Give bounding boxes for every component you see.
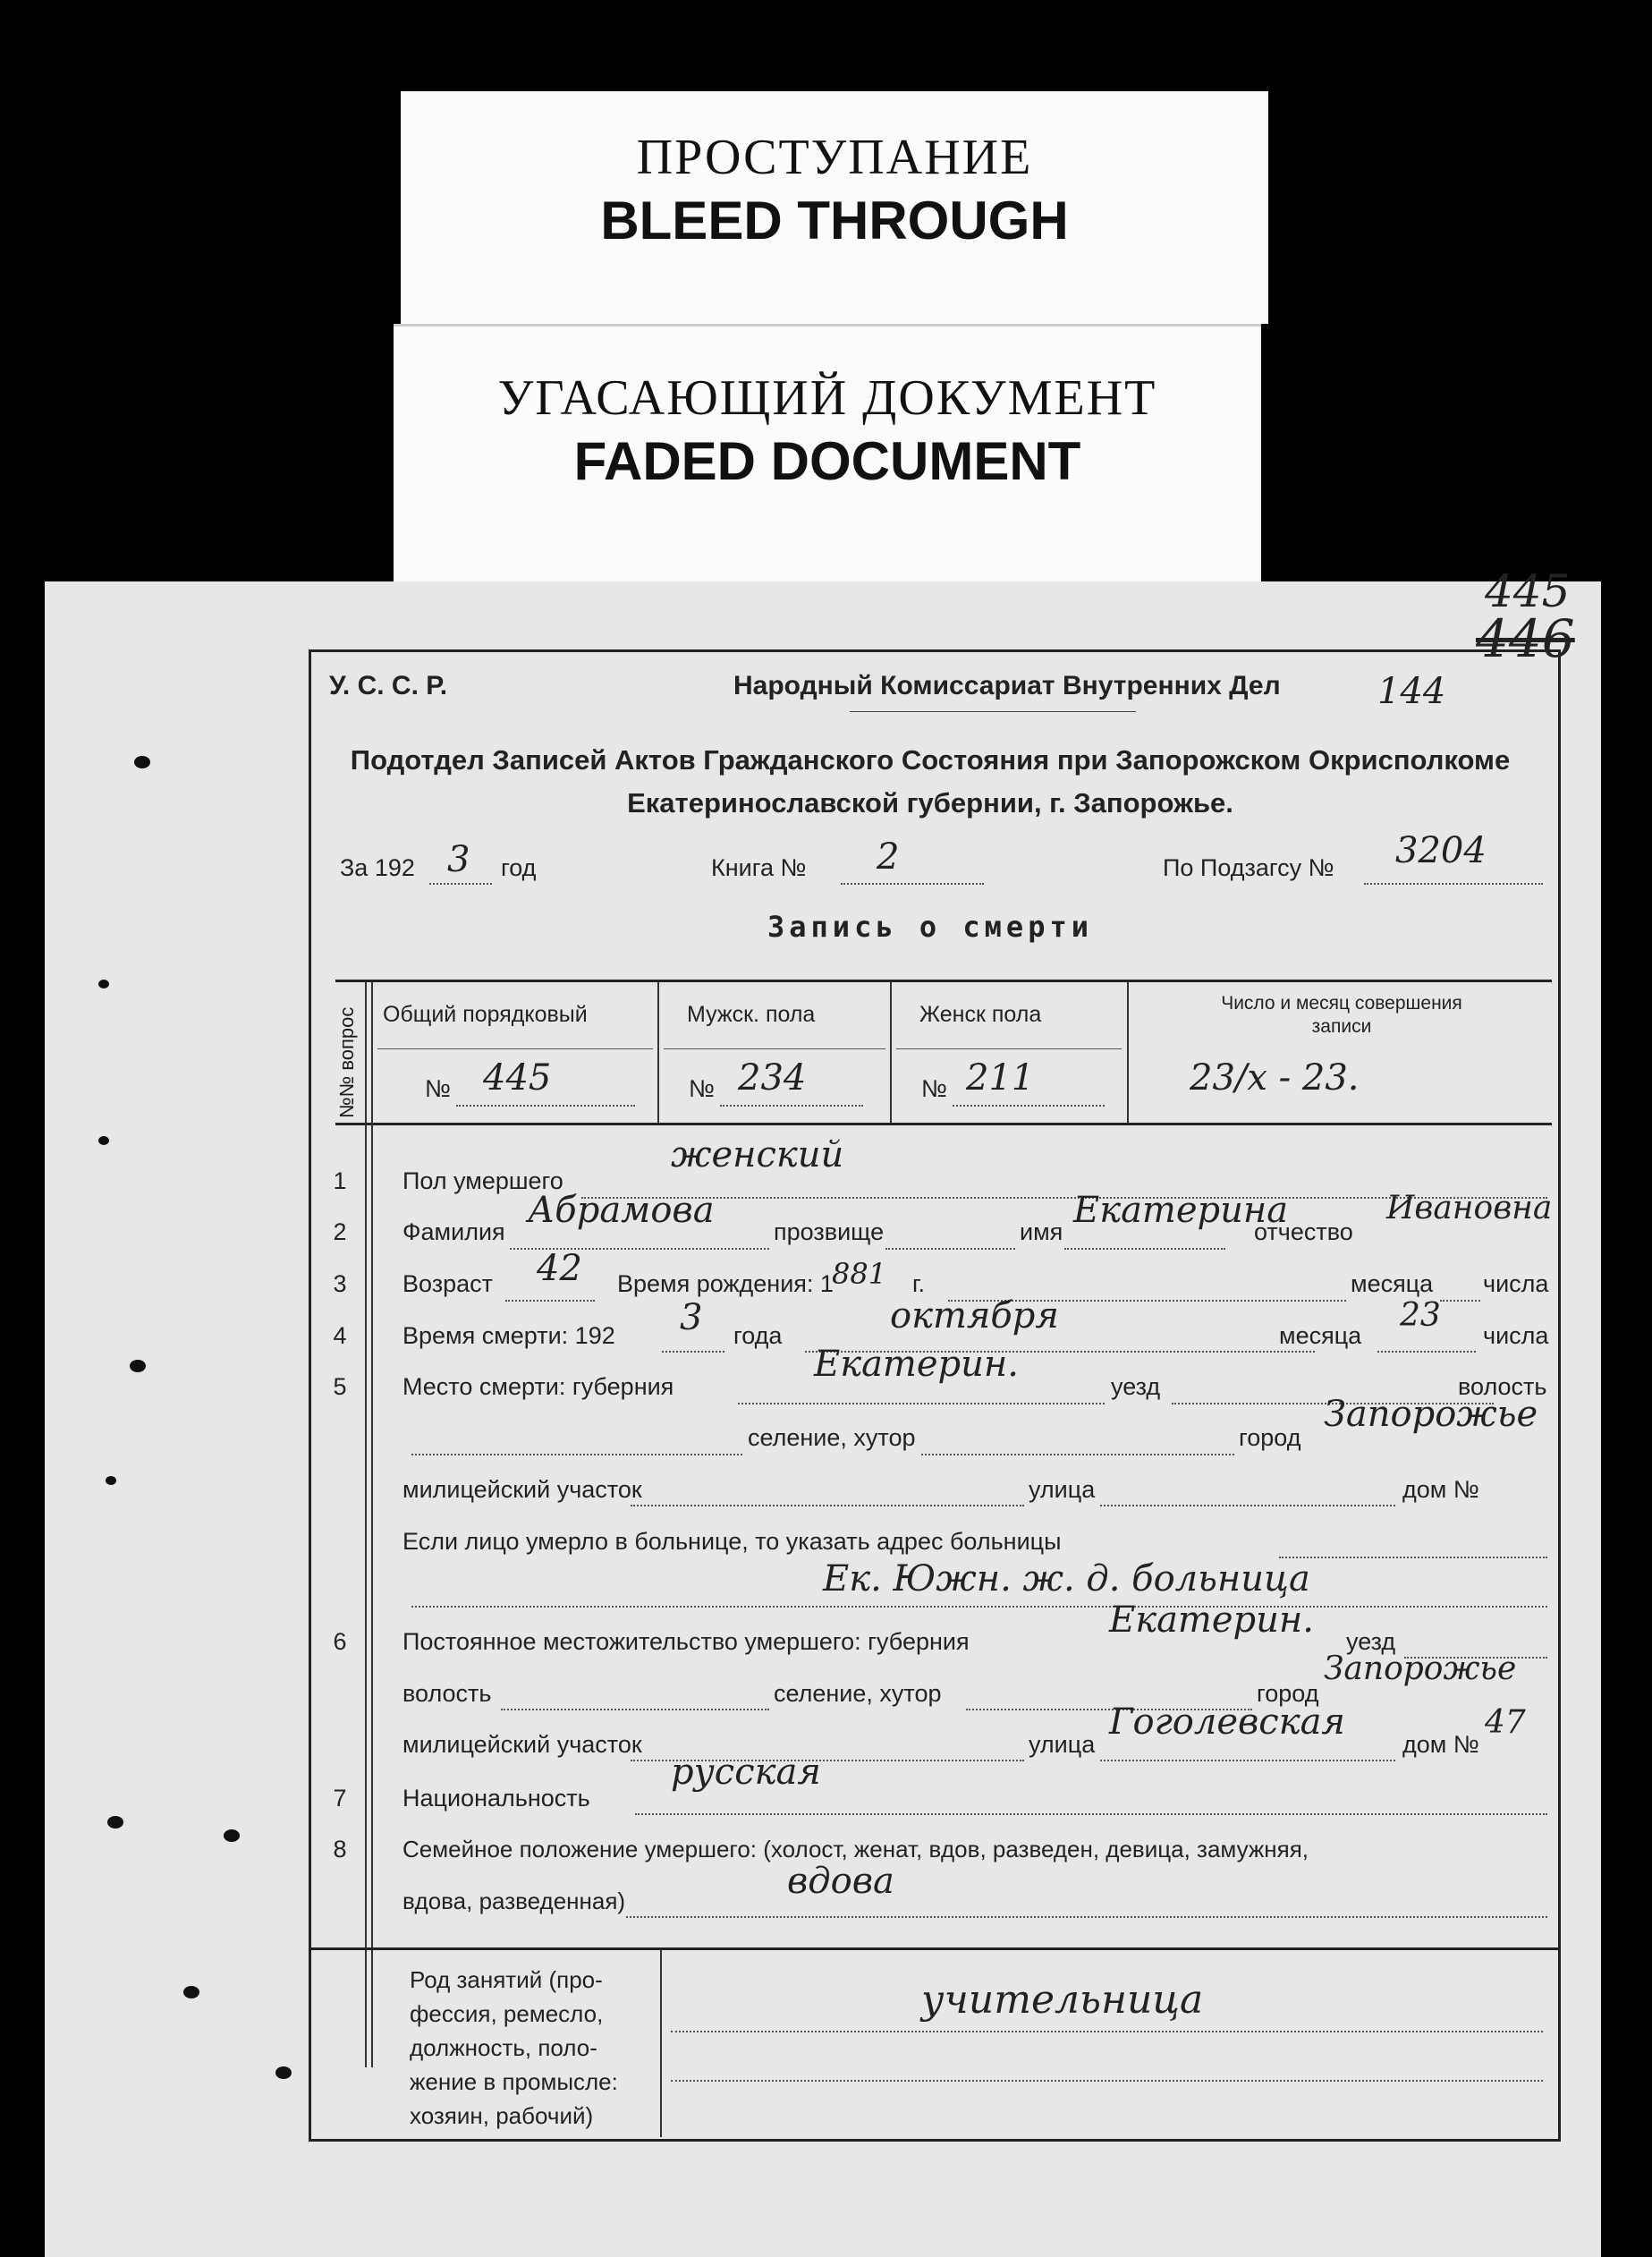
corner-number: 445 bbox=[1485, 565, 1571, 617]
hospital-line bbox=[1279, 1557, 1547, 1558]
corner-number-crossed: 446 bbox=[1476, 608, 1575, 669]
col-female-value: 211 bbox=[966, 1057, 1035, 1099]
table-col-divider bbox=[371, 981, 373, 2067]
occupation-label-5: хозяин, рабочий) bbox=[410, 2102, 594, 2129]
punch-hole bbox=[183, 1986, 199, 1998]
col-male-header: Мужск. пола bbox=[687, 1002, 816, 1027]
ministry-underline bbox=[850, 711, 1136, 712]
residence-house-value: 47 bbox=[1485, 1704, 1526, 1741]
bleed-through-ru: ПРОСТУПАНИЕ bbox=[636, 130, 1033, 185]
faded-document-en: FADED DOCUMENT bbox=[573, 431, 1081, 491]
family-value: вдова bbox=[787, 1861, 894, 1902]
residence-street-value: Гоголевская bbox=[1109, 1701, 1345, 1743]
birth-value: 881 bbox=[832, 1257, 887, 1291]
col-total-no: № bbox=[425, 1075, 451, 1102]
police-label: милицейский участок bbox=[402, 1476, 642, 1503]
residence-street-line bbox=[1100, 1760, 1395, 1761]
col-total-line bbox=[456, 1105, 635, 1107]
row-number: 6 bbox=[333, 1628, 347, 1655]
occupation-label-4: жение в промысле: bbox=[410, 2068, 618, 2095]
residence-police-label: милицейский участок bbox=[402, 1731, 642, 1758]
row-number: 7 bbox=[333, 1785, 347, 1812]
col-male-value: 234 bbox=[738, 1057, 807, 1099]
patronymic-value: Ивановна bbox=[1386, 1190, 1553, 1226]
residence-house-label: дом № bbox=[1402, 1731, 1479, 1758]
punch-hole bbox=[224, 1829, 240, 1842]
surname-value: Абрамова bbox=[528, 1190, 715, 1231]
col-female-header: Женск пола bbox=[919, 1002, 1042, 1027]
dept-line-1: Подотдел Записей Актов Гражданского Состояния при Запорожском Окрисполкоме bbox=[350, 744, 1511, 776]
death-year-suffix: года bbox=[733, 1322, 783, 1349]
death-day-value: 23 bbox=[1400, 1297, 1441, 1334]
occupation-label-2: фессия, ремесло, bbox=[410, 2000, 604, 2027]
sex-value: женский bbox=[671, 1134, 844, 1175]
residence-gub-value: Екатерин. bbox=[1109, 1599, 1314, 1641]
year-value: 3 bbox=[447, 839, 470, 880]
residence-uezd-label: уезд bbox=[1346, 1628, 1396, 1655]
faded-document-notice bbox=[394, 324, 1261, 583]
nationality-value: русская bbox=[671, 1752, 821, 1793]
head-sub-line bbox=[377, 1048, 653, 1049]
nationality-line bbox=[635, 1813, 1547, 1815]
house-label: дом № bbox=[1402, 1476, 1479, 1503]
document-title: Запись о смерти bbox=[767, 910, 1093, 944]
col-date-header-1: Число и месяц совершения bbox=[1221, 993, 1462, 1014]
village-line bbox=[921, 1454, 1234, 1455]
punch-hole bbox=[275, 2066, 292, 2079]
punch-hole bbox=[106, 1476, 116, 1485]
age-value: 42 bbox=[537, 1248, 582, 1289]
col-male-line bbox=[720, 1105, 863, 1107]
table-col-divider bbox=[1127, 981, 1129, 1123]
death-day-label: числа bbox=[1483, 1322, 1549, 1349]
uezd-label: уезд bbox=[1111, 1373, 1161, 1400]
row-number: 3 bbox=[333, 1270, 347, 1297]
family-label: Семейное положение умершего: (холост, женат, вдов, разведен, девица, замужняя, bbox=[402, 1836, 1309, 1862]
subzags-line bbox=[1364, 883, 1543, 885]
death-year-line bbox=[662, 1351, 724, 1353]
name-value: Екатерина bbox=[1073, 1190, 1289, 1231]
col-male-no: № bbox=[689, 1075, 715, 1102]
faded-document-ru: УГАСАЮЩИЙ ДОКУМЕНТ bbox=[497, 370, 1157, 426]
bleed-through-notice bbox=[401, 91, 1268, 324]
corner-number-small: 144 bbox=[1377, 671, 1446, 712]
table-head-bottom-line bbox=[335, 1123, 1552, 1125]
bleed-through-en: BLEED THROUGH bbox=[600, 191, 1069, 250]
nationality-label: Национальность bbox=[402, 1785, 590, 1812]
table-col-divider bbox=[657, 981, 659, 1123]
name-label: имя bbox=[1020, 1218, 1063, 1245]
police-line bbox=[631, 1505, 1024, 1506]
death-label: Время смерти: 192 bbox=[402, 1322, 615, 1349]
punch-hole bbox=[98, 1136, 109, 1145]
occupation-top-line bbox=[310, 1947, 1559, 1950]
birth-year-suffix: г. bbox=[912, 1270, 926, 1297]
row-number: 8 bbox=[333, 1836, 347, 1862]
hospital-line-2 bbox=[411, 1606, 1547, 1608]
row-number: 5 bbox=[333, 1373, 347, 1400]
occupation-label-1: Род занятий (про- bbox=[410, 1966, 603, 1993]
nickname-label: прозвище bbox=[774, 1218, 885, 1245]
birth-label: Время рождения: 1 bbox=[617, 1270, 834, 1297]
hospital-value: Ек. Южн. ж. д. больница bbox=[823, 1558, 1310, 1599]
row-number: 4 bbox=[333, 1322, 347, 1349]
occupation-divider bbox=[660, 1949, 662, 2137]
row-number: 1 bbox=[333, 1167, 347, 1194]
volost-line bbox=[411, 1454, 742, 1455]
occupation-value: учительница bbox=[921, 1977, 1204, 2023]
family-line bbox=[626, 1916, 1547, 1918]
ussr-label: У. С. С. Р. bbox=[329, 671, 448, 700]
book-value: 2 bbox=[877, 836, 900, 878]
residence-label: Постоянное местожительство умершего: губерния bbox=[402, 1628, 970, 1655]
volost-label: волость bbox=[1458, 1373, 1547, 1400]
head-sub-line bbox=[896, 1048, 1122, 1049]
death-day-line bbox=[1377, 1351, 1476, 1353]
table-col-divider bbox=[890, 981, 892, 1123]
subzags-label: По Подзагсу № bbox=[1163, 854, 1334, 881]
street-label: улица bbox=[1029, 1476, 1096, 1503]
family-label-2: вдова, разведенная) bbox=[402, 1888, 626, 1914]
dept-line-2: Екатеринославской губернии, г. Запорожье. bbox=[627, 787, 1233, 819]
table-top-line bbox=[335, 980, 1552, 982]
residence-volost-label: волость bbox=[402, 1680, 492, 1707]
sex-label: Пол умершего bbox=[402, 1167, 563, 1194]
residence-street-label: улица bbox=[1029, 1731, 1096, 1758]
age-line bbox=[505, 1300, 595, 1302]
col-female-no: № bbox=[921, 1075, 947, 1102]
birth-day-line bbox=[1440, 1300, 1480, 1302]
death-month-value: октября bbox=[890, 1295, 1059, 1336]
birth-day-label: числа bbox=[1483, 1270, 1549, 1297]
hospital-label: Если лицо умерло в больнице, то указать адрес больницы bbox=[402, 1528, 1062, 1555]
document-page bbox=[45, 565, 1601, 2257]
year-suffix: год bbox=[501, 854, 537, 881]
death-year-value: 3 bbox=[680, 1297, 703, 1338]
col-total-value: 445 bbox=[483, 1057, 552, 1099]
col-female-line bbox=[953, 1105, 1105, 1107]
age-label: Возраст bbox=[402, 1270, 493, 1297]
book-line bbox=[841, 883, 984, 885]
table-col-divider bbox=[365, 981, 367, 2067]
year-label: За 192 bbox=[340, 854, 415, 881]
patronymic-label: отчество bbox=[1254, 1218, 1353, 1245]
street-line bbox=[1100, 1505, 1395, 1506]
year-line bbox=[429, 883, 492, 885]
punch-hole bbox=[130, 1360, 146, 1372]
birth-month-label: месяца bbox=[1351, 1270, 1434, 1297]
occupation-line-2 bbox=[671, 2080, 1543, 2082]
subzags-value: 3204 bbox=[1395, 830, 1487, 871]
city-value: Запорожье bbox=[1324, 1394, 1538, 1435]
punch-hole bbox=[107, 1816, 123, 1829]
place-label: Место смерти: губерния bbox=[402, 1373, 674, 1400]
punch-hole bbox=[98, 980, 109, 988]
residence-city-value: Запорожье bbox=[1324, 1650, 1517, 1687]
place-gub-value: Екатерин. bbox=[814, 1344, 1019, 1385]
residence-village-label: селение, хутор bbox=[774, 1680, 942, 1707]
ministry-title: Народный Комиссариат Внутренних Дел bbox=[733, 671, 1281, 700]
punch-hole bbox=[134, 756, 150, 768]
residence-volost-line bbox=[501, 1709, 769, 1710]
head-sub-line bbox=[664, 1048, 885, 1049]
col-date-value: 23/х - 23. bbox=[1190, 1057, 1360, 1099]
col-total-header: Общий порядковый bbox=[383, 1002, 588, 1027]
surname-label: Фамилия bbox=[402, 1218, 505, 1245]
col-date-header-2: записи bbox=[1311, 1016, 1372, 1037]
question-number-header: №№ вопрос bbox=[335, 1006, 358, 1118]
city-label: город bbox=[1239, 1424, 1301, 1451]
death-month-label: месяца bbox=[1279, 1322, 1362, 1349]
occupation-label-3: должность, поло- bbox=[410, 2034, 597, 2061]
name-line bbox=[1064, 1248, 1225, 1250]
book-label: Книга № bbox=[711, 854, 807, 881]
village-label: селение, хутор bbox=[748, 1424, 916, 1451]
occupation-line bbox=[671, 2031, 1543, 2032]
nickname-line bbox=[885, 1248, 1015, 1250]
place-gub-line bbox=[738, 1403, 1105, 1404]
residence-city-label: город bbox=[1257, 1680, 1319, 1707]
row-number: 2 bbox=[333, 1218, 347, 1245]
